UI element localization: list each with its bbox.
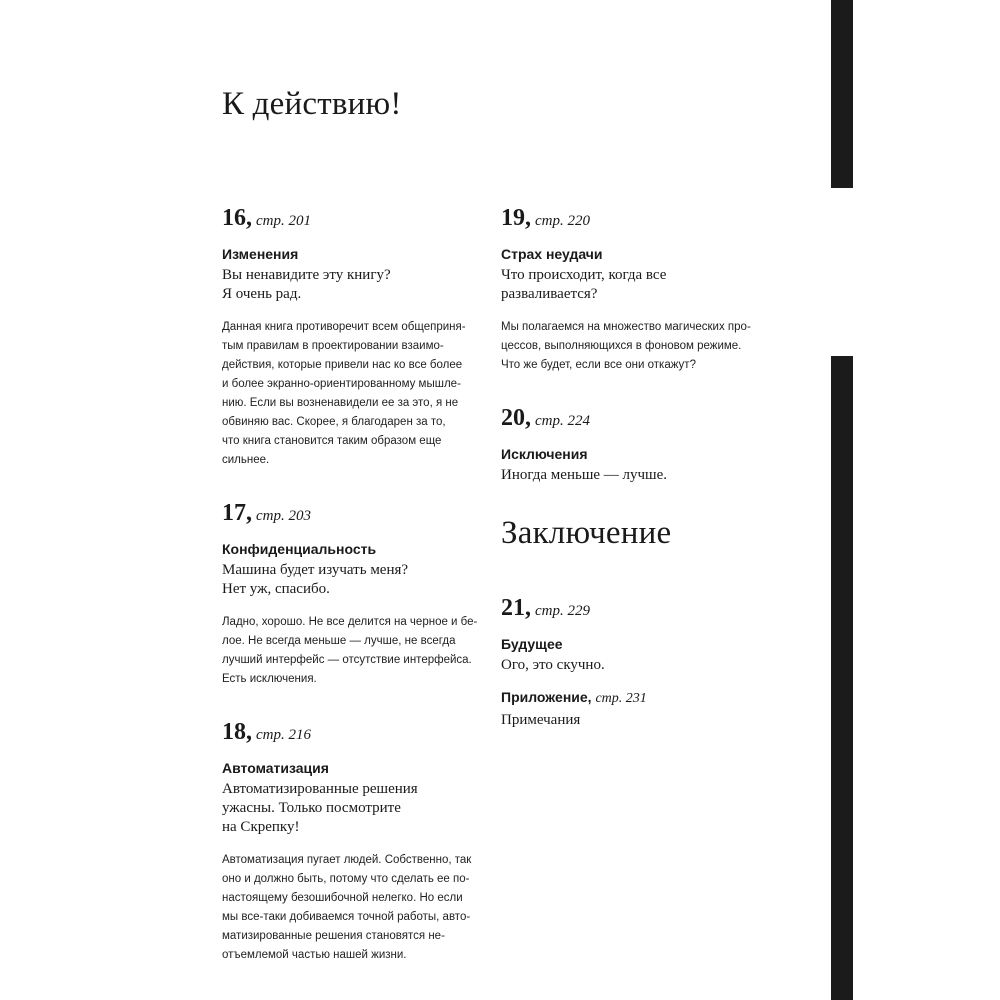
- appendix-lead: Примечания: [501, 712, 581, 728]
- chapter-number: 17,: [222, 500, 252, 526]
- appendix-entry: [501, 687, 791, 730]
- conclusion-title: Заключение: [501, 515, 672, 551]
- chapter-page: стр. 203: [256, 508, 311, 524]
- chapter-18: [222, 717, 512, 965]
- chapter-title: Страх неудачи: [501, 246, 603, 262]
- chapter-title: Конфиденциальность: [222, 541, 377, 557]
- chapter-summary: Данная книга противоречит всем общеприня- тым правилам в проектировании взаимо- действия, которые привели нас ко все более и более экранно-ориентированному мышле- нию. Если вы возненавидели ее за это, я не обвиняю вас. Скорее, я благодарен за то, что книга становится таким образом еще сильнее.: [222, 321, 466, 466]
- appendix-page: стр. 231: [595, 691, 647, 706]
- chapter-19: [501, 203, 791, 375]
- chapter-number: 20,: [501, 405, 531, 431]
- chapter-lead: Вы ненавидите эту книгу? Я очень рад.: [222, 267, 391, 302]
- chapter-number: 19,: [501, 205, 531, 231]
- chapter-lead: Что происходит, когда все разваливается?: [501, 267, 667, 302]
- chapter-number: 18,: [222, 719, 252, 745]
- chapter-lead: Машина будет изучать меня? Нет уж, спасибо.: [222, 562, 409, 597]
- chapter-page: стр. 220: [535, 213, 590, 229]
- appendix-title: Приложение,: [501, 689, 592, 705]
- chapter-summary: Автоматизация пугает людей. Собственно, так оно и должно быть, потому что сделать ее по- настоящему безошибочной нелегко. Но если мы все-таки добиваемся точной работы, авто- матизированные решения становятся не- отъемлемой частью нашей жизни.: [222, 854, 472, 961]
- chapter-16: [222, 203, 512, 470]
- chapter-summary: Ладно, хорошо. Не все делится на черное и бе- лое. Не всегда меньше — лучше, не всегда лучший интерфейс — отсутствие интерфейса. Есть исключения.: [222, 616, 478, 685]
- chapter-lead: Ого, это скучно.: [501, 657, 605, 673]
- chapter-21: [501, 593, 791, 675]
- toc-conclusion-section: [501, 593, 791, 730]
- chapter-page: стр. 224: [535, 413, 590, 429]
- chapter-page: стр. 201: [256, 213, 311, 229]
- chapter-number: 21,: [501, 595, 531, 621]
- section-tab-marker-top: [831, 0, 853, 188]
- chapter-title: Автоматизация: [222, 760, 329, 776]
- chapter-lead: Иногда меньше — лучше.: [501, 467, 668, 483]
- chapter-title: Будущее: [501, 636, 563, 652]
- chapter-page: стр. 216: [256, 727, 311, 743]
- chapter-lead: Автоматизированные решения ужасны. Только посмотрите на Скрепку!: [222, 781, 418, 835]
- chapter-20: [501, 403, 791, 485]
- part-title: К действию!: [222, 86, 402, 122]
- chapter-number: 16,: [222, 205, 252, 231]
- chapter-title: Изменения: [222, 246, 299, 262]
- chapter-title: Исключения: [501, 446, 588, 462]
- toc-column-left: [222, 203, 512, 993]
- chapter-17: [222, 498, 512, 689]
- chapter-page: стр. 229: [535, 603, 590, 619]
- chapter-summary: Мы полагаемся на множество магических про- цессов, выполняющихся в фоновом режиме. Что же будет, если все они откажут?: [501, 321, 751, 371]
- toc-column-right: [501, 203, 791, 513]
- section-tab-marker-bottom: [831, 356, 853, 1000]
